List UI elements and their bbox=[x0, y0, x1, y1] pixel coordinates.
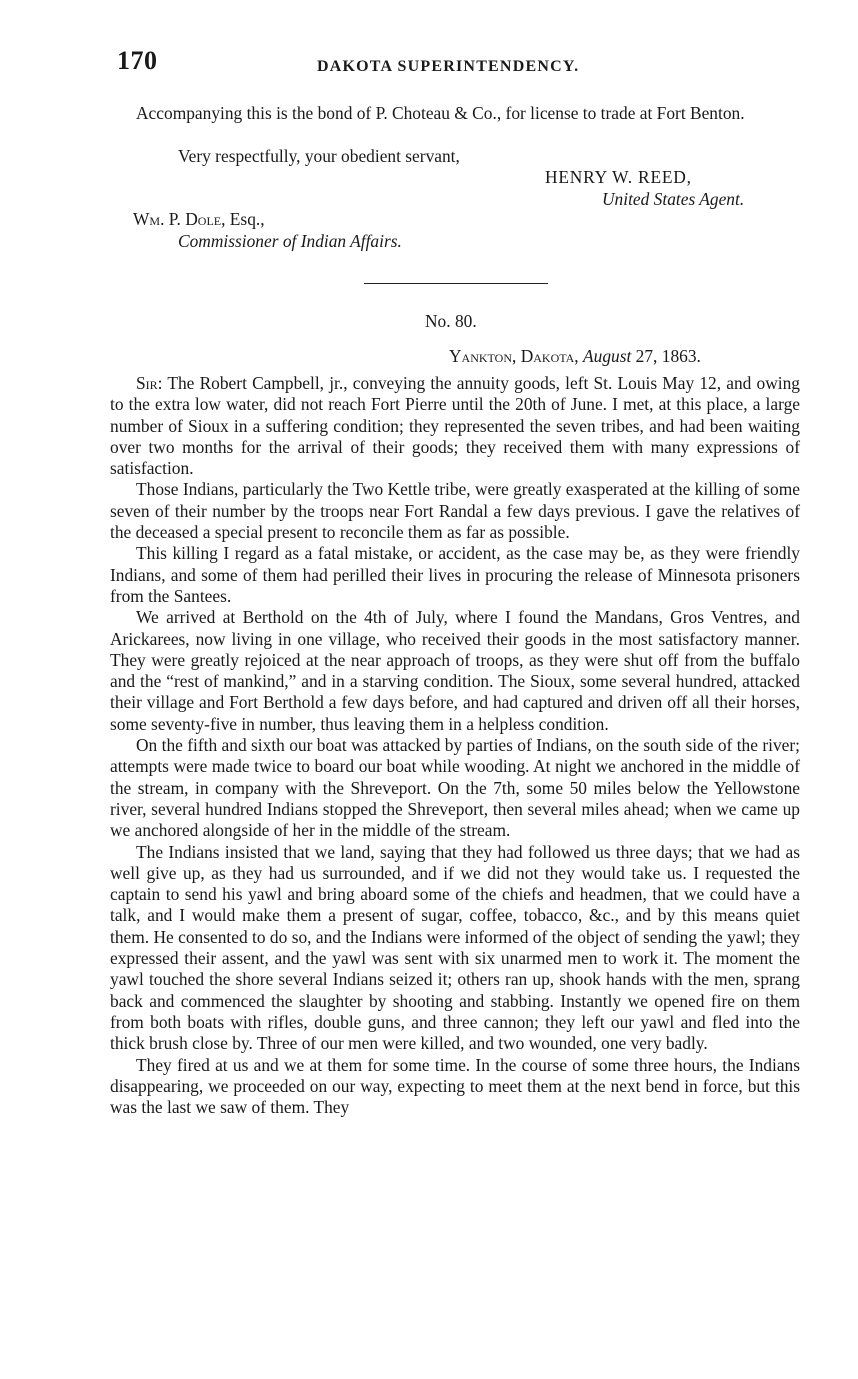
salutation: Sir bbox=[136, 373, 158, 393]
letter2-paragraph-7: They fired at us and we at them for some time. In the course of some three hours, the Indians disappearing, we proceeded on our way, expecting to meet them at the next bend in force, but this was the last we saw of them. They bbox=[110, 1054, 800, 1118]
letter2-paragraph-6: The Indians insisted that we land, saying that they had followed us three days; that we had as well give up, as they had us surrounded, and if we did not they would take us. I requested the captain to send his yawl and bring aboard some of the chiefs and headmen, that we could have a talk, and I would make them a present of sugar, coffee, tobacco, &c., and by this means quiet them. He consented to do so, and the Indians were informed of the object of sending the yawl; they expressed their assent, and the yawl was sent with six unarmed men to work it. The moment the yawl touched the shore several Indians seized it; others ran up, shook hands with the men, sprang back and commenced the slaughter by shooting and stabbing. Instantly we opened fire on them from both boats with rifles, double guns, and three cannon; they left our yawl and fled into the thick brush close by. Three of our men were killed, and two wounded, one very badly. bbox=[110, 841, 800, 1054]
addressee-name: Wm. P. Dole bbox=[133, 209, 222, 229]
page-number: 170 bbox=[117, 46, 158, 75]
dateline-place: Yankton, Dakota, bbox=[449, 346, 579, 366]
addressee bbox=[133, 209, 265, 230]
paragraph-text: : The Robert Campbell, jr., conveying the annuity goods, left St. Louis May 12, and owing to the extra low water, did not reach Fort Pierre until the 20th of June. I met, at this place, a large number of Sioux in a suffering condition; they represented the seven tribes, and had been waiting over two months for the arrival of their goods; they received them with many expressions of satisfaction. bbox=[110, 373, 800, 479]
signer-title: United States Agent. bbox=[602, 189, 745, 209]
letter2-paragraph-3: This killing I regard as a fatal mistake, or accident, as the case may be, as they were friendly Indians, and some of them had perilled their lives in procuring the release of Minnesota prisoners from the Santees. bbox=[110, 543, 800, 606]
section-divider bbox=[364, 283, 548, 284]
letter2-body bbox=[110, 373, 800, 1118]
dateline bbox=[449, 346, 701, 367]
letter2-paragraph-4: We arrived at Berthold on the 4th of July, where I found the Mandans, Gros Ventres, and Arickarees, now living in one village, who received their goods in the most satisfactory manner. They were greatly rejoiced at the near approach of troops, as they were shut off from the buffalo and the “rest of mankind,” and in a starving condition. The Sioux, some several hundred, attacked their village and Fort Berthold a few days before, and had captured and driven off all their horses, some seventy-five in number, thus leaving them in a helpless condition. bbox=[110, 607, 800, 734]
letter2-paragraph-5: On the fifth and sixth our boat was attacked by parties of Indians, on the south side of the river; attempts were made twice to board our boat while wooding. At night we anchored in the middle of the stream, in company with the Shreveport. On the 7th, some 50 miles below the Yellowstone river, several hundred Indians stopped the Shreveport, then several miles ahead; when we came up we anchored alongside of her in the middle of the stream. bbox=[110, 735, 800, 841]
letter2-paragraph-1 bbox=[110, 373, 800, 479]
signer-name: HENRY W. REED, bbox=[545, 167, 692, 187]
running-head: DAKOTA SUPERINTENDENCY. bbox=[317, 58, 580, 75]
letter2-paragraph-2: Those Indians, particularly the Two Kettle tribe, were greatly exasperated at the killing of some seven of their number by the troops near Fort Randal a few days previous. I gave the relatives of the deceased a special present to reconcile them as far as possible. bbox=[110, 479, 800, 543]
letter1-body bbox=[110, 103, 800, 124]
dateline-month: August bbox=[583, 346, 632, 366]
addressee-suffix: , Esq., bbox=[221, 209, 265, 229]
addressee-title: Commissioner of Indian Affairs. bbox=[178, 231, 402, 251]
letter1-paragraph: Accompanying this is the bond of P. Choteau & Co., for license to trade at Fort Benton. bbox=[136, 103, 745, 123]
document-number: No. 80. bbox=[425, 311, 477, 331]
letter1-closing: Very respectfully, your obedient servant, bbox=[178, 146, 460, 166]
dateline-day-year: 27, 1863. bbox=[631, 346, 701, 366]
page-header bbox=[117, 46, 801, 86]
